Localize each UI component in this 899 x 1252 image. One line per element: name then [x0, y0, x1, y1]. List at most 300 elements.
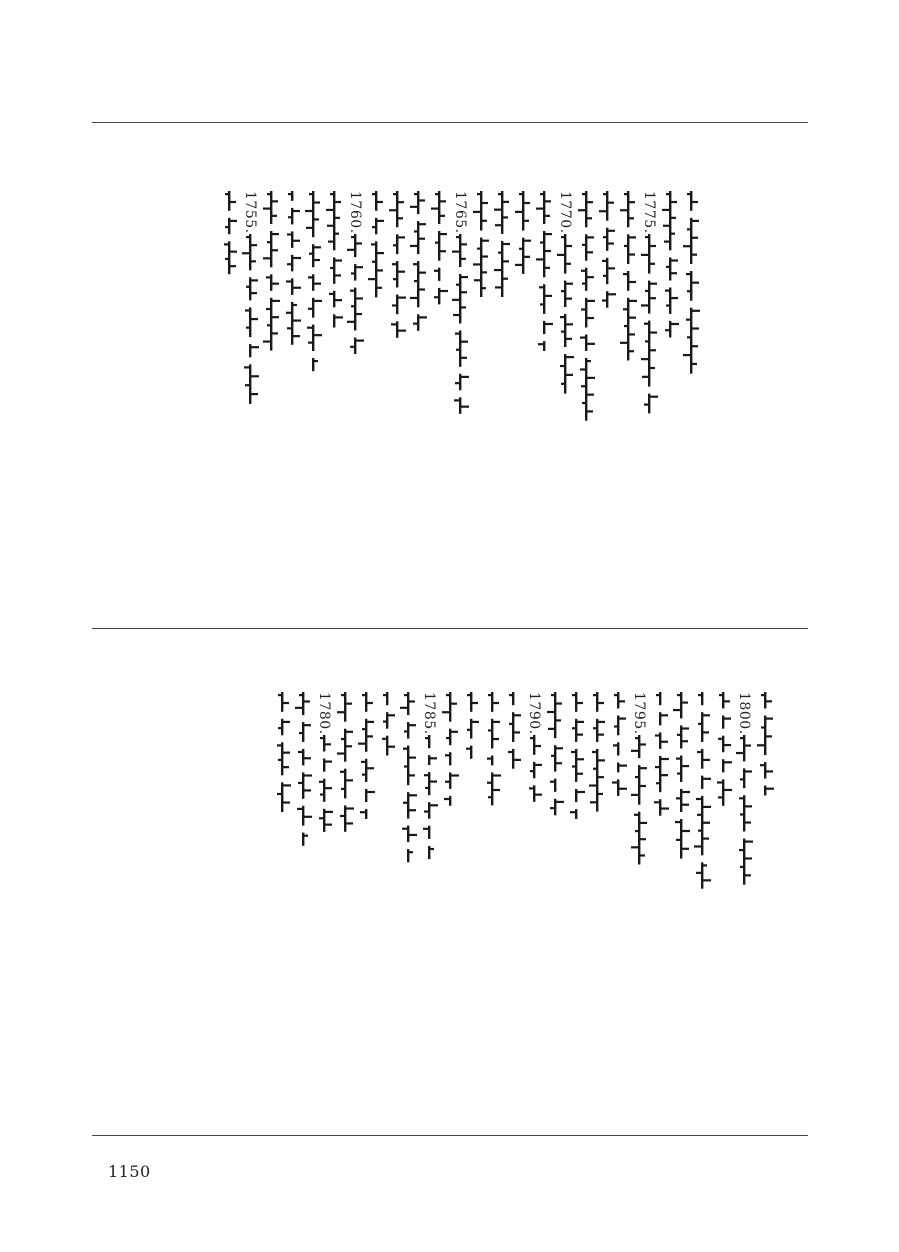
glyph-tooth	[503, 201, 509, 203]
word-stroke	[575, 789, 577, 802]
glyph-tooth	[377, 252, 384, 254]
glyph-tooth	[703, 806, 711, 808]
glyph-tooth	[587, 276, 594, 278]
glyph-tooth	[304, 724, 311, 726]
glyph-tooth	[587, 236, 594, 238]
word-stroke	[323, 758, 325, 771]
glyph-tooth	[745, 874, 751, 876]
glyph-tooth	[582, 244, 586, 246]
glyph-tooth	[619, 788, 627, 790]
glyph-tooth	[629, 236, 636, 238]
word-stroke	[428, 735, 430, 748]
word-stroke	[228, 241, 230, 274]
glyph-tooth	[570, 811, 576, 813]
glyph-tooth	[246, 236, 250, 238]
glyph-tooth	[335, 201, 341, 203]
glyph-tooth	[641, 304, 649, 306]
glyph-tooth	[493, 774, 501, 776]
glyph-tooth	[671, 259, 678, 261]
glyph-tooth	[467, 694, 471, 696]
glyph-tooth	[698, 694, 702, 696]
glyph-tooth	[631, 793, 639, 795]
glyph-tooth	[461, 375, 469, 377]
glyph-tooth	[309, 193, 313, 195]
glyph-tooth	[503, 278, 508, 280]
glyph-tooth	[372, 261, 376, 263]
glyph-tooth	[451, 731, 458, 733]
glyph-tooth	[409, 851, 413, 853]
glyph-tooth	[341, 738, 345, 740]
glyph-tooth	[671, 201, 677, 203]
glyph-tooth	[488, 694, 492, 696]
glyph-tooth	[757, 744, 765, 746]
glyph-tooth	[335, 217, 340, 219]
glyph-tooth	[556, 801, 564, 803]
glyph-tooth	[454, 399, 460, 401]
glyph-tooth	[529, 787, 534, 789]
glyph-tooth	[509, 694, 513, 696]
glyph-tooth	[590, 801, 597, 803]
glyph-tooth	[307, 327, 313, 329]
line-number: 1780.	[316, 692, 332, 735]
glyph-tooth	[440, 200, 446, 202]
glyph-tooth	[614, 725, 618, 727]
glyph-tooth	[566, 356, 574, 358]
glyph-tooth	[346, 779, 353, 781]
glyph-tooth	[482, 255, 488, 257]
glyph-tooth	[724, 761, 732, 763]
glyph-tooth	[629, 333, 635, 335]
glyph-tooth	[293, 287, 301, 289]
glyph-tooth	[309, 253, 313, 255]
glyph-tooth	[608, 202, 614, 204]
glyph-tooth	[335, 299, 342, 301]
vertical-script-text	[344, 234, 366, 361]
glyph-tooth	[367, 735, 373, 737]
glyph-tooth	[340, 815, 345, 817]
glyph-tooth	[278, 694, 282, 696]
glyph-tooth	[661, 758, 669, 760]
vertical-script-text	[481, 692, 503, 812]
vertical-script-text	[428, 191, 450, 311]
vertical-script-text	[502, 692, 524, 776]
glyph-tooth	[272, 233, 279, 235]
vertical-script-text	[386, 191, 408, 345]
vertical-script-text	[691, 692, 713, 896]
glyph-tooth	[572, 765, 576, 767]
glyph-tooth	[514, 714, 521, 716]
glyph-tooth	[251, 346, 259, 348]
glyph-tooth	[461, 257, 466, 259]
glyph-tooth	[346, 703, 352, 705]
glyph-tooth	[587, 300, 595, 302]
word-stroke	[512, 692, 514, 705]
glyph-tooth	[697, 751, 702, 753]
glyph-tooth	[482, 287, 486, 289]
glyph-tooth	[581, 270, 586, 272]
glyph-tooth	[329, 293, 334, 295]
glyph-tooth	[640, 767, 647, 769]
glyph-tooth	[314, 283, 321, 285]
vertical-script-text	[355, 692, 377, 826]
glyph-tooth	[272, 316, 279, 318]
glyph-tooth	[650, 297, 656, 299]
glyph-tooth	[419, 199, 425, 201]
glyph-tooth	[629, 201, 635, 203]
glyph-tooth	[230, 220, 237, 222]
glyph-tooth	[724, 718, 731, 720]
glyph-tooth	[245, 384, 250, 386]
glyph-tooth	[495, 224, 502, 226]
glyph-tooth	[665, 329, 670, 331]
glyph-tooth	[514, 759, 521, 761]
glyph-tooth	[761, 694, 765, 696]
vertical-script-text	[544, 692, 566, 822]
glyph-tooth	[645, 236, 649, 238]
glyph-tooth	[293, 319, 301, 321]
glyph-tooth	[641, 358, 649, 360]
glyph-tooth	[740, 778, 744, 780]
glyph-tooth	[263, 208, 271, 210]
word-stroke	[627, 234, 629, 264]
word-stroke	[312, 358, 314, 371]
glyph-tooth	[351, 236, 355, 238]
line-number: 1755.	[242, 191, 258, 234]
glyph-tooth	[682, 848, 689, 850]
glyph-tooth	[640, 743, 646, 745]
glyph-tooth	[473, 211, 481, 213]
word-stroke	[333, 314, 335, 327]
glyph-tooth	[650, 331, 657, 333]
glyph-tooth	[740, 737, 744, 739]
glyph-tooth	[561, 330, 565, 332]
glyph-tooth	[493, 721, 500, 723]
glyph-tooth	[677, 694, 681, 696]
glyph-tooth	[304, 835, 308, 837]
glyph-tooth	[663, 225, 670, 227]
glyph-tooth	[304, 774, 312, 776]
glyph-tooth	[745, 805, 752, 807]
glyph-tooth	[404, 730, 408, 732]
glyph-tooth	[330, 193, 334, 195]
word-stroke	[659, 712, 661, 725]
glyph-tooth	[298, 751, 303, 753]
glyph-tooth	[620, 209, 628, 211]
glyph-tooth	[335, 233, 339, 235]
glyph-tooth	[314, 360, 318, 362]
glyph-tooth	[409, 809, 416, 811]
glyph-tooth	[682, 791, 690, 793]
vertical-script-text	[617, 191, 639, 368]
glyph-tooth	[587, 394, 594, 396]
glyph-tooth	[545, 233, 552, 235]
glyph-tooth	[456, 283, 460, 285]
glyph-tooth	[686, 319, 691, 321]
vertical-script-text	[659, 191, 681, 344]
glyph-tooth	[545, 215, 550, 217]
word-stroke	[249, 344, 251, 357]
glyph-tooth	[719, 694, 723, 696]
glyph-tooth	[435, 242, 439, 244]
glyph-tooth	[383, 694, 387, 696]
glyph-tooth	[494, 209, 502, 211]
word-stroke	[554, 779, 556, 792]
word-stroke	[302, 833, 304, 846]
glyph-tooth	[325, 787, 332, 789]
glyph-tooth	[391, 323, 397, 325]
glyph-tooth	[398, 297, 406, 299]
glyph-tooth	[577, 758, 584, 760]
glyph-tooth	[367, 721, 374, 723]
glyph-tooth	[566, 297, 572, 299]
glyph-tooth	[425, 737, 429, 739]
glyph-tooth	[556, 747, 563, 749]
glyph-tooth	[623, 273, 628, 275]
upper-text-block	[92, 123, 808, 628]
glyph-tooth	[440, 215, 445, 217]
glyph-tooth	[419, 223, 426, 225]
vertical-script-text	[281, 191, 303, 352]
glyph-tooth	[718, 738, 723, 740]
glyph-tooth	[455, 382, 460, 384]
glyph-tooth	[398, 201, 404, 203]
line-number: 1800.	[736, 692, 752, 735]
vertical-script-text	[575, 191, 597, 428]
glyph-tooth	[556, 719, 561, 721]
glyph-tooth	[451, 774, 459, 776]
glyph-tooth	[347, 248, 355, 250]
glyph-tooth	[461, 276, 468, 278]
glyph-tooth	[535, 744, 541, 746]
glyph-tooth	[298, 782, 303, 784]
glyph-tooth	[320, 737, 324, 739]
glyph-tooth	[718, 796, 723, 798]
glyph-tooth	[587, 343, 595, 345]
glyph-tooth	[325, 743, 331, 745]
glyph-tooth	[697, 814, 702, 816]
glyph-tooth	[687, 336, 691, 338]
vertical-script-text	[397, 692, 419, 869]
glyph-tooth	[473, 263, 481, 265]
glyph-tooth	[682, 740, 688, 742]
vertical-script-text	[470, 191, 492, 304]
vertical-script-text	[334, 692, 356, 839]
glyph-tooth	[419, 316, 427, 318]
word-stroke	[554, 692, 556, 738]
glyph-tooth	[278, 759, 282, 761]
glyph-tooth	[577, 773, 583, 775]
glyph-tooth	[409, 724, 416, 726]
vertical-script-text	[680, 191, 702, 381]
glyph-tooth	[624, 193, 628, 195]
glyph-tooth	[358, 743, 366, 745]
glyph-tooth	[456, 236, 460, 238]
glyph-tooth	[299, 694, 303, 696]
vertical-script-text	[491, 191, 513, 304]
glyph-tooth	[314, 218, 319, 220]
word-stroke	[344, 692, 346, 722]
glyph-tooth	[398, 271, 405, 273]
glyph-tooth	[572, 727, 576, 729]
glyph-tooth	[645, 289, 649, 291]
glyph-tooth	[608, 267, 615, 269]
glyph-tooth	[536, 258, 544, 260]
glyph-tooth	[577, 721, 584, 723]
glyph-tooth	[692, 237, 698, 239]
glyph-tooth	[598, 721, 605, 723]
glyph-tooth	[404, 694, 408, 696]
glyph-tooth	[662, 209, 670, 211]
glyph-tooth	[367, 702, 373, 704]
glyph-tooth	[629, 300, 637, 302]
glyph-tooth	[655, 734, 660, 736]
glyph-tooth	[608, 293, 616, 295]
glyph-tooth	[293, 335, 300, 337]
glyph-tooth	[225, 226, 229, 228]
glyph-tooth	[661, 714, 668, 716]
glyph-tooth	[435, 193, 439, 195]
glyph-tooth	[613, 744, 618, 746]
glyph-tooth	[692, 254, 697, 256]
bottom-rule	[92, 1135, 808, 1136]
word-stroke	[764, 786, 766, 796]
glyph-tooth	[272, 283, 279, 285]
vertical-script-text	[754, 692, 776, 803]
glyph-tooth	[677, 772, 681, 774]
glyph-tooth	[589, 784, 597, 786]
glyph-tooth	[493, 738, 499, 740]
glyph-tooth	[593, 727, 597, 729]
glyph-tooth	[608, 242, 614, 244]
glyph-tooth	[545, 250, 551, 252]
glyph-tooth	[434, 296, 439, 298]
glyph-tooth	[277, 793, 282, 795]
glyph-tooth	[308, 308, 313, 310]
glyph-tooth	[676, 839, 681, 841]
glyph-tooth	[351, 272, 355, 274]
glyph-tooth	[692, 201, 698, 203]
glyph-tooth	[398, 330, 406, 332]
line-number: 1775.	[641, 191, 657, 234]
glyph-tooth	[452, 250, 460, 252]
glyph-tooth	[272, 215, 277, 217]
vertical-script-text	[323, 191, 345, 335]
vertical-script-text	[376, 692, 398, 763]
glyph-tooth	[581, 385, 586, 387]
glyph-tooth	[703, 837, 709, 839]
glyph-tooth	[477, 193, 481, 195]
word-stroke	[417, 261, 419, 307]
glyph-tooth	[557, 253, 565, 255]
glyph-tooth	[539, 286, 544, 288]
glyph-tooth	[671, 323, 679, 325]
glyph-tooth	[288, 193, 292, 195]
word-stroke	[428, 845, 430, 858]
glyph-tooth	[635, 737, 639, 739]
glyph-tooth	[560, 364, 565, 366]
glyph-tooth	[545, 323, 553, 325]
glyph-tooth	[494, 269, 502, 271]
glyph-tooth	[666, 266, 670, 268]
glyph-tooth	[419, 288, 425, 290]
glyph-tooth	[577, 734, 583, 736]
glyph-tooth	[283, 702, 289, 704]
vertical-script-text	[439, 692, 461, 813]
word-stroke	[459, 330, 461, 366]
glyph-tooth	[403, 748, 408, 750]
glyph-tooth	[551, 755, 555, 757]
glyph-tooth	[340, 771, 345, 773]
glyph-tooth	[314, 334, 322, 336]
glyph-tooth	[398, 236, 405, 238]
word-stroke	[438, 231, 440, 261]
vertical-script-text	[218, 191, 240, 281]
glyph-tooth	[251, 244, 257, 246]
glyph-tooth	[598, 702, 604, 704]
glyph-tooth	[466, 748, 471, 750]
glyph-tooth	[423, 827, 429, 829]
glyph-tooth	[337, 711, 345, 713]
glyph-tooth	[692, 220, 699, 222]
glyph-tooth	[629, 217, 634, 219]
glyph-tooth	[602, 299, 607, 301]
glyph-tooth	[548, 728, 555, 730]
glyph-tooth	[251, 279, 258, 281]
glyph-tooth	[472, 702, 478, 704]
page-number: 1150	[108, 1162, 151, 1181]
glyph-tooth	[745, 744, 751, 746]
glyph-tooth	[230, 265, 236, 267]
glyph-tooth	[498, 193, 502, 195]
glyph-tooth	[414, 193, 418, 195]
word-stroke	[281, 742, 283, 775]
glyph-tooth	[410, 206, 418, 208]
glyph-tooth	[452, 298, 460, 300]
glyph-tooth	[766, 718, 773, 720]
glyph-tooth	[251, 375, 259, 377]
glyph-tooth	[515, 264, 523, 266]
glyph-tooth	[445, 754, 450, 756]
glyph-tooth	[736, 752, 744, 754]
glyph-tooth	[430, 757, 437, 759]
glyph-tooth	[461, 356, 467, 358]
glyph-tooth	[671, 297, 678, 299]
glyph-tooth	[360, 811, 366, 813]
word-stroke	[365, 789, 367, 802]
glyph-tooth	[551, 694, 555, 696]
vertical-script-text	[365, 191, 387, 304]
glyph-tooth	[640, 784, 646, 786]
glyph-tooth	[760, 764, 765, 766]
glyph-tooth	[314, 259, 320, 261]
glyph-tooth	[745, 840, 753, 842]
glyph-tooth	[367, 767, 374, 769]
glyph-tooth	[246, 326, 250, 328]
glyph-tooth	[287, 327, 292, 329]
glyph-tooth	[530, 737, 534, 739]
glyph-tooth	[766, 788, 774, 790]
word-stroke	[249, 234, 251, 270]
glyph-tooth	[676, 797, 681, 799]
glyph-tooth	[263, 257, 271, 259]
glyph-tooth	[650, 366, 655, 368]
glyph-tooth	[393, 278, 397, 280]
glyph-tooth	[687, 193, 691, 195]
word-stroke	[449, 692, 451, 722]
glyph-tooth	[410, 297, 418, 299]
glyph-tooth	[461, 405, 469, 407]
glyph-tooth	[624, 245, 628, 247]
